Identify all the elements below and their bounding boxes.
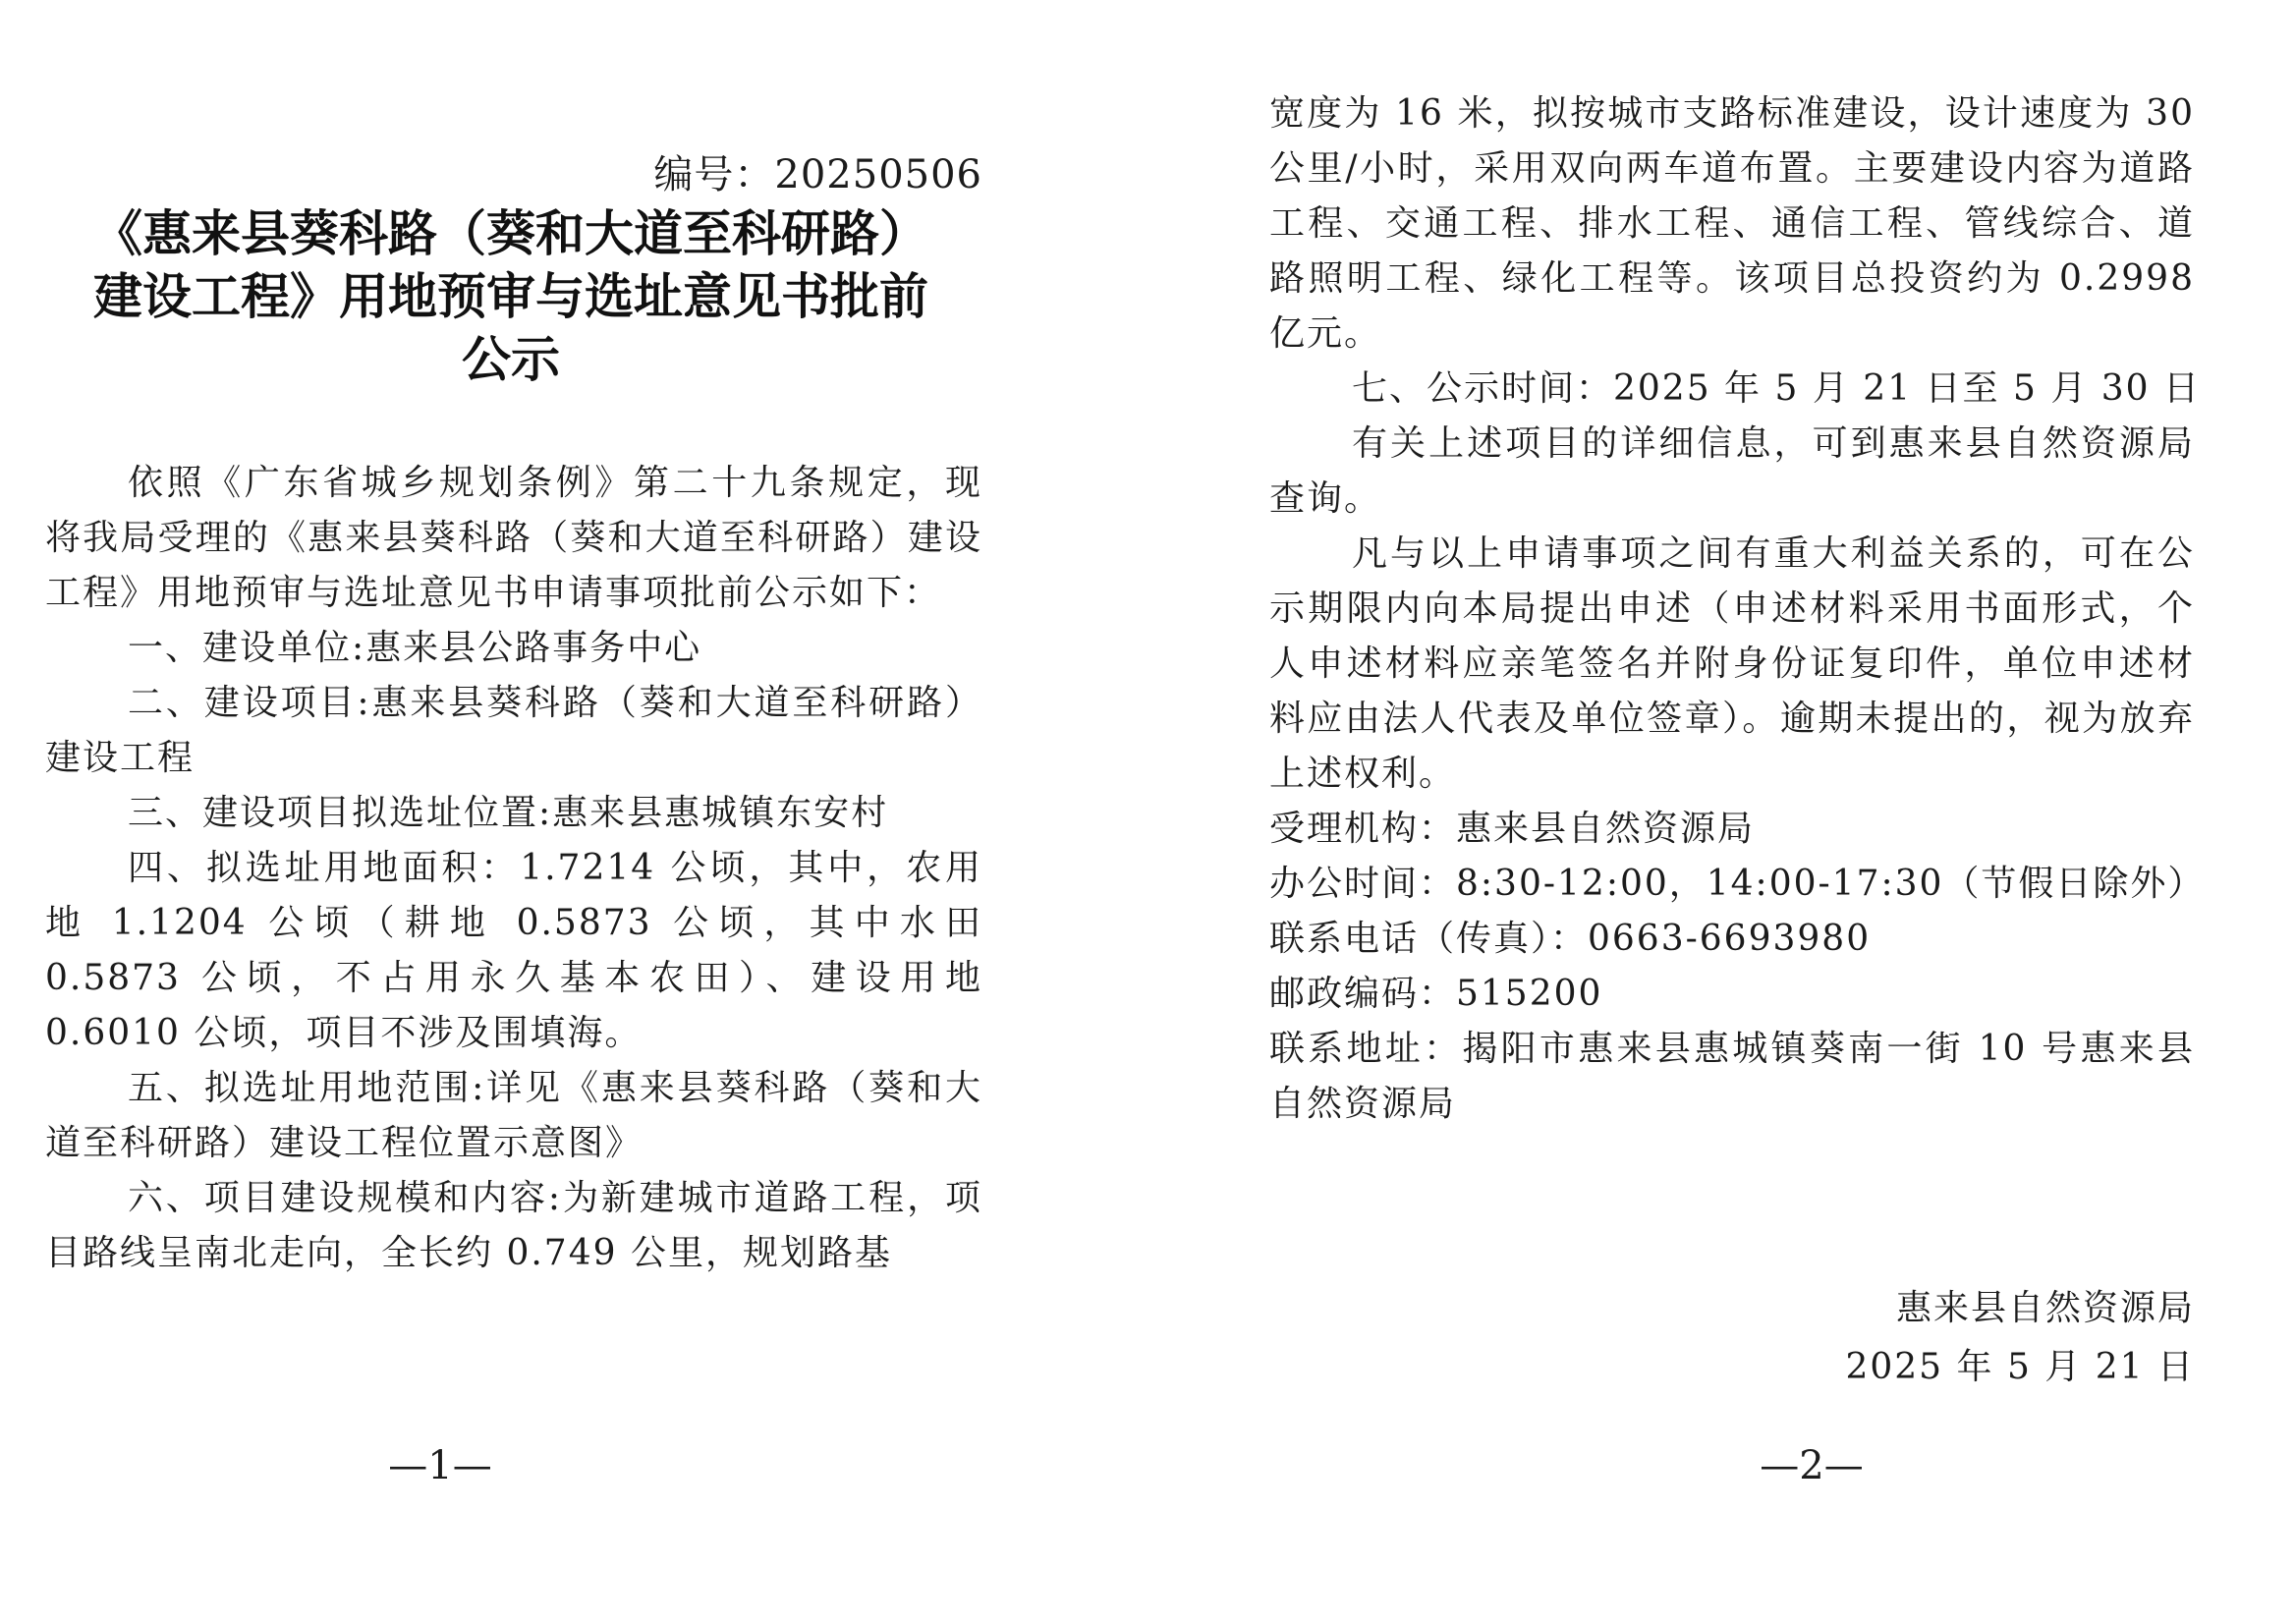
accepting-agency: 受理机构：惠来县自然资源局 — [1269, 809, 1756, 849]
page-2-body — [1269, 86, 2206, 1132]
signature-organization: 惠来县自然资源局 — [1895, 1288, 2195, 1328]
page-2 — [1148, 0, 2295, 1624]
postal-code: 邮政编码：515200 — [1269, 974, 1603, 1014]
contact-address: 联系地址：揭阳市惠来县惠城镇葵南一街 10 号惠来县自然资源局 — [1269, 1029, 2195, 1124]
item-project-scale: 六、项目建设规模和内容:为新建城市道路工程，项目路线呈南北走向，全长约 0.749 公里，规划路基 — [45, 1178, 982, 1273]
item-land-area: 四、拟选址用地面积：1.7214 公顷，其中，农用地 1.1204 公顷（耕地 0.5873 公顷，其中水田 0.5873 公顷，不占用永久基本农田）、建设用地 0.6010 公顷，项目不涉及围填海。 — [45, 848, 982, 1053]
page-1-body — [45, 456, 982, 1281]
contact-phone: 联系电话（传真）：0663-6693980 — [1269, 919, 1872, 959]
item-project-scale-continued: 宽度为 16 米，拟按城市支路标准建设，设计速度为 30 公里/小时，采用双向两车道布置。主要建设内容为道路工程、交通工程、排水工程、通信工程、管线综合、道路照明工程、绿化工程等。该项目总投资约为 0.2998 亿元。 — [1269, 93, 2195, 354]
query-paragraph: 有关上述项目的详细信息，可到惠来县自然资源局查询。 — [1269, 423, 2195, 519]
title-line-3: 公示 — [462, 331, 560, 388]
item-publicity-period: 七、公示时间：2025 年 5 月 21 日至 5 月 30 日 — [1352, 368, 2202, 409]
document-number: 编号：20250506 — [653, 152, 982, 197]
objection-paragraph: 凡与以上申请事项之间有重大利益关系的，可在公示期限内向本局提出申述（申述材料采用书面形式，个人申述材料应亲笔签名并附身份证复印件，单位申述材料应由法人代表及单位签章）。逾期未提出的，视为放弃上述权利。 — [1269, 533, 2195, 794]
office-hours: 办公时间：8:30-12:00，14:00-17:30（节假日除外） — [1269, 864, 2206, 904]
item-land-scope: 五、拟选址用地范围:详见《惠来县葵科路（葵和大道至科研路）建设工程位置示意图》 — [45, 1068, 982, 1163]
document-title — [39, 202, 982, 391]
signature-date: 2025 年 5 月 21 日 — [1845, 1347, 2195, 1387]
item-site-location: 三、建设项目拟选址位置:惠来县惠城镇东安村 — [128, 793, 889, 833]
title-line-2: 建设工程》用地预审与选址意见书批前 — [93, 268, 928, 325]
title-line-1: 《惠来县葵科路（葵和大道至科研路） — [93, 205, 928, 262]
item-construction-unit: 一、建设单位:惠来县公路事务中心 — [128, 628, 702, 668]
page-number-2: —2— — [1760, 1443, 1864, 1488]
intro-paragraph: 依照《广东省城乡规划条例》第二十九条规定，现将我局受理的《惠来县葵科路（葵和大道至科研路）建设工程》用地预审与选址意见书申请事项批前公示如下： — [45, 463, 982, 613]
page-number-1: —1— — [388, 1443, 492, 1488]
item-construction-project: 二、建设项目:惠来县葵科路（葵和大道至科研路）建设工程 — [45, 683, 982, 778]
